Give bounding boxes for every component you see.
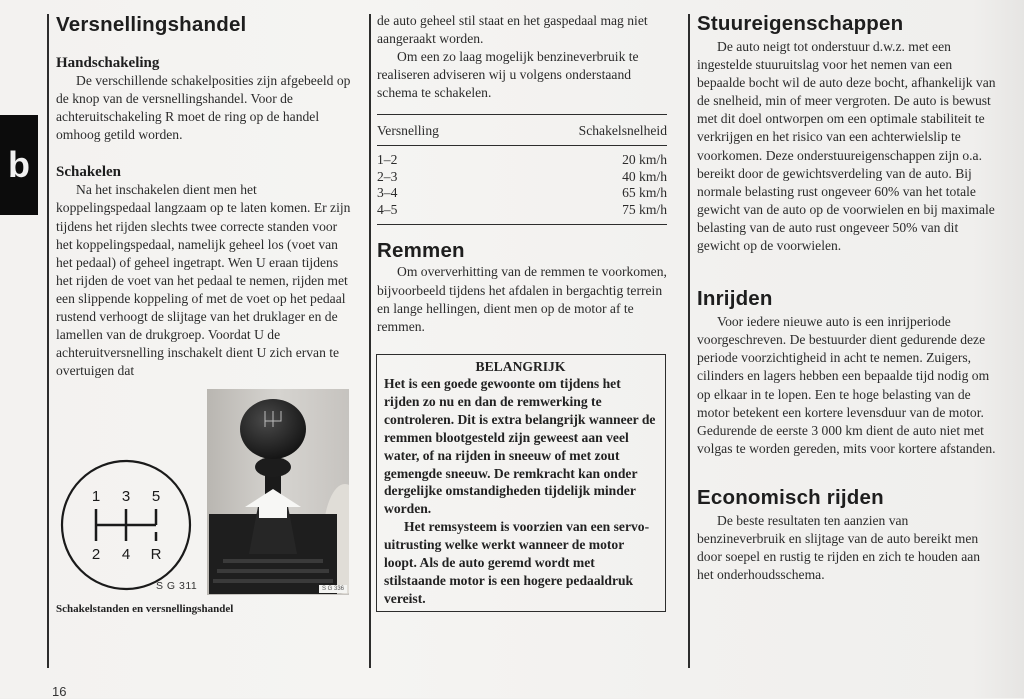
gear-cell: 3–4 bbox=[377, 185, 398, 201]
important-title: BELANGRIJK bbox=[475, 359, 566, 374]
subheading-handschakeling: Handschakeling bbox=[56, 55, 160, 71]
column-rule-right bbox=[688, 14, 690, 668]
arrow-shaft bbox=[259, 506, 287, 518]
table-row bbox=[377, 146, 667, 169]
paragraph-stuureigenschappen: De auto neigt tot onderstuur d.w.z. met een ingestelde stuuruitslag voor het nemen van een bepaalde bocht wil de auto deze bocht, afhankelijk van de snelheid, min of meer vergroten. De auto is bewust met dit doel ontworpen om een optimale stabiliteit te verkrijgen en het risico van een achterwielslip te voorkomen. Deze onderstuureigenschappen zijn o.a. bereikt door de gewichtsverdeling van de auto. Bij normale belasting rust ongeveer 60% van het totale gewicht van de auto op de voorwielen en bij maximale belasting van de auto rust ongeveer 50% van dit gewicht op de voorwielen. bbox=[697, 39, 996, 254]
table-row bbox=[377, 169, 667, 186]
column-rule-left bbox=[47, 14, 49, 668]
section-title-versnellingshandel: Versnellingshandel bbox=[56, 13, 247, 36]
speed-cell: 75 km/h bbox=[497, 202, 668, 225]
table-row bbox=[377, 185, 667, 202]
gear-cell: 2–3 bbox=[377, 168, 398, 184]
section-title-inrijden: Inrijden bbox=[697, 287, 773, 311]
paragraph-handschakeling: De verschillende schakelposities zijn afgebeeld op de knop van de versnellingshandel. Voor de achteruitschakeling R moet de ring op de handel omhoog getild worden. bbox=[56, 73, 351, 143]
subheading-schakelen: Schakelen bbox=[56, 164, 122, 181]
header-schakelsnelheid: Schakelsnelheid bbox=[497, 121, 668, 146]
boot-fold bbox=[223, 559, 323, 563]
reverse-ring bbox=[255, 457, 291, 477]
important-notice-box bbox=[376, 354, 666, 612]
paragraph-continuation: de auto geheel stil staat en het gaspedaal mag niet aangeraakt worden. bbox=[377, 13, 648, 47]
gear-label-5: 5 bbox=[151, 488, 161, 505]
boot-fold bbox=[213, 579, 333, 583]
section-title-economisch-rijden: Economisch rijden bbox=[697, 485, 884, 509]
boot-fold bbox=[217, 569, 329, 573]
gear-lever-photo bbox=[207, 389, 349, 595]
paragraph-shift-advice: Om een zo laag mogelijk benzineverbruik te realiseren adviseren wij u volgens onderstaand schema te schakelen. bbox=[377, 49, 639, 101]
section-title-remmen: Remmen bbox=[377, 239, 465, 263]
important-paragraph-2: Het remsysteem is voorzien van een servo-uitrusting welke werkt wanneer de motor loopt. Als de auto geremd wordt met stilstaande motor is een hogere pedaaldruk vereist. bbox=[384, 519, 650, 606]
section-title-stuureigenschappen: Stuureigenschappen bbox=[697, 12, 904, 35]
gear-label-3: 3 bbox=[121, 488, 131, 505]
middle-column bbox=[377, 12, 673, 336]
speed-cell: 65 km/h bbox=[622, 185, 667, 201]
gear-knob bbox=[240, 399, 306, 459]
table-row bbox=[377, 202, 667, 225]
table-header-row bbox=[377, 121, 667, 146]
gear-cell: 4–5 bbox=[377, 202, 497, 225]
gear-lever-photo-svg bbox=[207, 389, 349, 595]
paragraph-inrijden: Voor iedere nieuwe auto is een inrijperiode voorgeschreven. De bestuurder dient gedurende deze periode voorzichtigheid in acht te nemen. Zuigers, cilinders en lagers hebben een bepaalde tijd nodig om op elkaar in te lopen. Een te hoge belasting van de motor betekent een kortere levensduur van de motor. Gedurende de eerste 3 000 km dient de auto niet met volgas te worden gereden, mits voor kortere afstanden. bbox=[697, 314, 996, 456]
photo-code: S G 336 bbox=[319, 585, 347, 593]
gear-pattern-diagram bbox=[58, 455, 203, 595]
speed-cell: 20 km/h bbox=[622, 152, 667, 168]
figure-caption: Schakelstanden en versnellingshandel bbox=[56, 603, 234, 615]
gear-label-1: 1 bbox=[91, 488, 101, 505]
important-paragraph-1: Het is een goede gewoonte om tijdens het rijden zo nu en dan de remwerking te controleren. Dit is extra belangrijk wanneer de remmen blootgesteld zijn geweest aan veel water, of na rijden in sneeuw of met zout gemengde sneeuw. De remkracht kan onder dergelijke omstandigheden tijdelijk minder worden. bbox=[384, 376, 656, 517]
paragraph-economisch-rijden: De beste resultaten ten aanzien van benzineverbruik en slijtage van de auto bereikt men door soepel en rustig te rijden en zich te houden aan het onderhoudsschema. bbox=[697, 512, 981, 583]
gear-label-4: 4 bbox=[121, 546, 131, 563]
paragraph-remmen: Om oververhitting van de remmen te voorkomen, bijvoorbeeld tijdens het afdalen in bergachtig terrein en lange hellingen, dient men op de motor af te remmen. bbox=[377, 264, 667, 334]
page-number: 16 bbox=[52, 684, 67, 699]
shift-speed-table bbox=[377, 114, 667, 225]
gear-cell: 1–2 bbox=[377, 152, 398, 168]
left-column bbox=[56, 13, 352, 380]
paragraph-schakelen: Na het inschakelen dient men het koppelingspedaal langzaam op te laten komen. Er zijn tijdens het rijden slechts twee correcte standen voor het koppelingspedaal, namelijk geheel los (voet van het pedaal) of geheel ingetrapt. Wen U eraan tijdens het rijden de voet van het pedaal te nemen, rijden met een slippende koppeling of met de voet op het pedaal rustend verhoogt de slijtage van het druklager en de lamellen van de drukgroep. Voordat U de achteruitversnelling inschakelt dient U zich ervan te overtuigen dat bbox=[56, 182, 351, 379]
column-rule-middle bbox=[369, 14, 371, 668]
gear-pattern-svg bbox=[58, 455, 203, 595]
gear-label-r: R bbox=[150, 546, 162, 563]
right-column bbox=[697, 12, 999, 584]
header-versnelling: Versnelling bbox=[377, 121, 497, 146]
speed-cell: 40 km/h bbox=[622, 168, 667, 184]
gear-label-2: 2 bbox=[91, 546, 101, 563]
diagram-code: S G 311 bbox=[156, 580, 198, 592]
chapter-tab: b bbox=[0, 115, 38, 215]
